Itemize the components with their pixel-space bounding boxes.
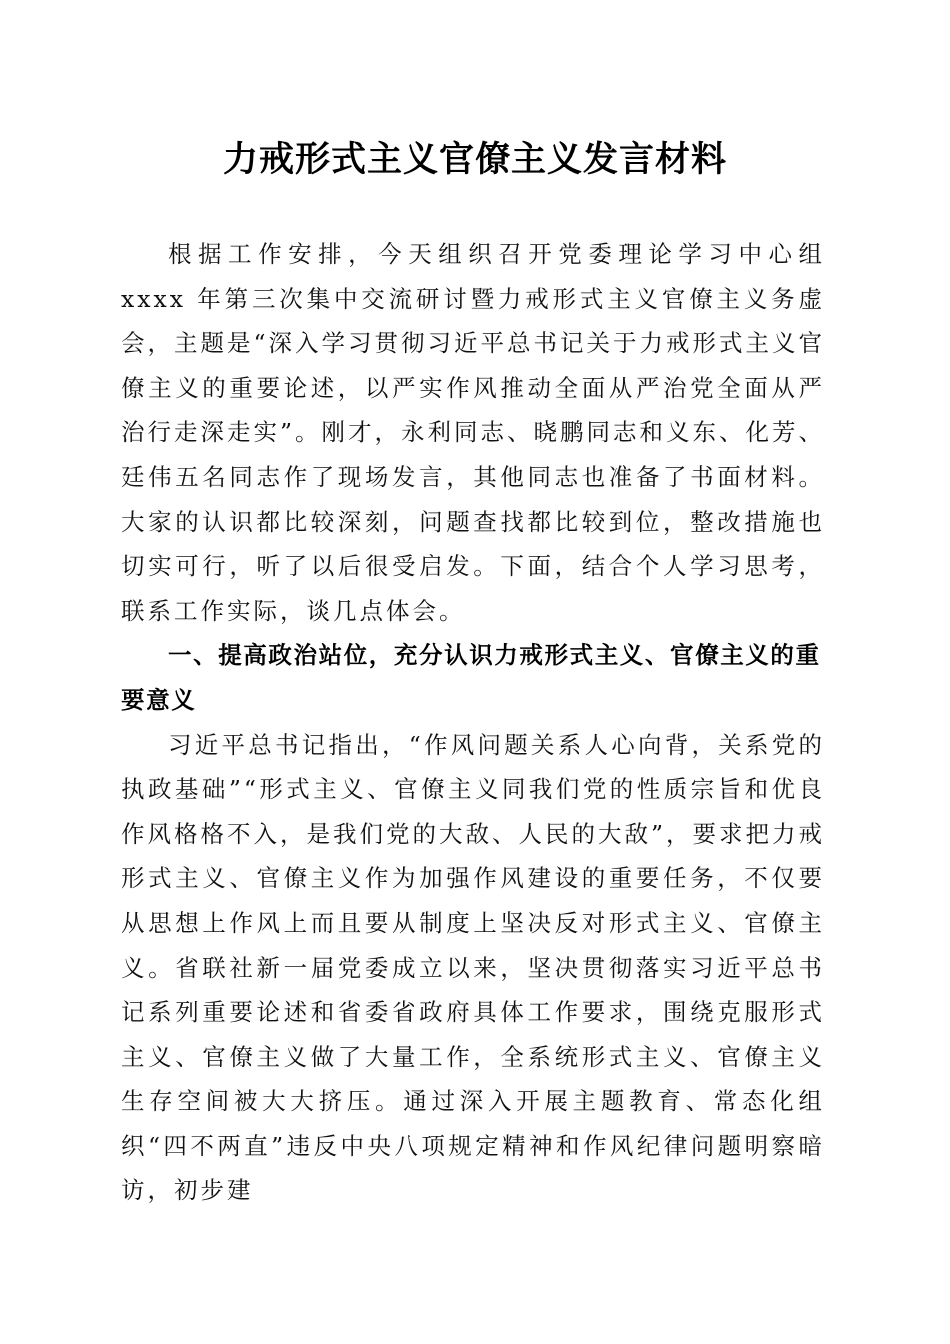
document-body: [121, 232, 825, 1213]
section-heading-1: 一、提高政治站位，充分认识力戒形式主义、官僚主义的重要意义: [121, 641, 821, 714]
intro-paragraph: 根据工作安排，今天组织召开党委理论学习中心组 xxxx 年第三次集中交流研讨暨力戒形式主义官僚主义务虚会，主题是“深入学习贯彻习近平总书记关于力戒形式主义官僚主义的重要论述，以严实作风推动全面从严治党全面从严治行走深走实”。刚才，永利同志、晓鹏同志和义东、化芳、廷伟五名同志作了现场发言，其他同志也准备了书面材料。大家的认识都比较深刻，问题查找都比较到位，整改措施也切实可行，听了以后很受启发。下面，结合个人学习思考，联系工作实际，谈几点体会。: [121, 240, 826, 625]
document-title: 力戒形式主义官僚主义发言材料: [222, 139, 727, 180]
section-1-paragraph: 习近平总书记指出，“作风问题关系人心向背，关系党的执政基础”“形式主义、官僚主义同我们党的性质宗旨和优良作风格格不入，是我们党的大敌、人民的大敌”，要求把力戒形式主义、官僚主义作为加强作风建设的重要任务，不仅要从思想上作风上而且要从制度上坚决反对形式主义、官僚主义。省联社新一届党委成立以来，坚决贯彻落实习近平总书记系列重要论述和省委省政府具体工作要求，围绕克服形式主义、官僚主义做了大量工作，全系统形式主义、官僚主义生存空间被大大挤压。通过深入开展主题教育、常态化组织“四不两直”违反中央八项规定精神和作风纪律问题明察暗访，初步建: [121, 730, 826, 1205]
